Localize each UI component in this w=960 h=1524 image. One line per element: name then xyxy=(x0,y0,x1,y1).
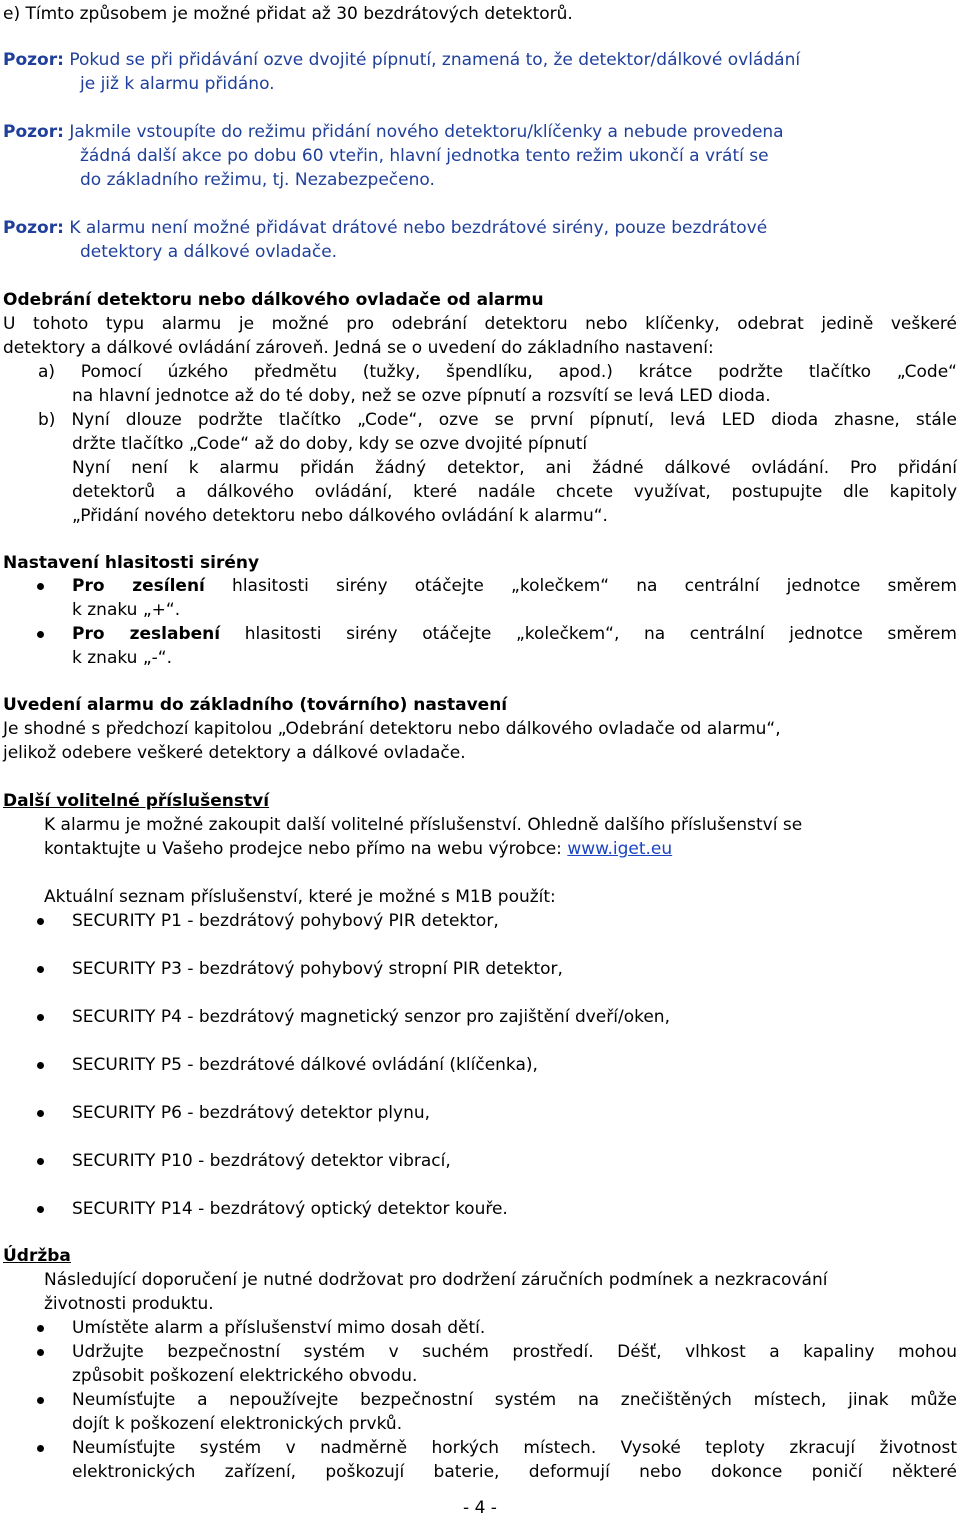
accessory-item: SECURITY P10 - bezdrátový detektor vibrací, xyxy=(72,1151,451,1171)
bullet-icon xyxy=(37,1014,44,1021)
remove-paragraph-line-2: detektory a dálkové ovládání zároveň. Jedná se o uvedení do základního nastavení: xyxy=(3,338,714,358)
volume-increase-text: hlasitosti sirény otáčejte „kolečkem“ na centrální jednotce směrem xyxy=(204,576,957,596)
bullet-icon xyxy=(37,1110,44,1117)
bullet-icon xyxy=(37,966,44,973)
warning-2 xyxy=(3,120,784,144)
warning-1 xyxy=(3,48,800,72)
section-heading-volume: Nastavení hlasitosti sirény xyxy=(3,553,260,573)
section-heading-factory: Uvedení alarmu do základního (továrního) nastavení xyxy=(3,695,508,715)
remove-step-b-line-4: detektorů a dálkového ovládání, které nadále chcete využívat, postupujte dle kapitoly xyxy=(72,482,957,502)
warning-2-line-3: do základního režimu, tj. Nezabezpečeno. xyxy=(80,170,435,190)
accessory-item: SECURITY P1 - bezdrátový pohybový PIR detektor, xyxy=(72,911,499,931)
remove-step-b-line-3: Nyní není k alarmu přidán žádný detektor, ani žádné dálkové ovládání. Pro přidání xyxy=(72,458,957,478)
bullet-icon xyxy=(37,918,44,925)
warning-text: Pokud se při přidávání ozve dvojité pípnutí, znamená to, že detektor/dálkové ovládání xyxy=(69,50,801,70)
volume-decrease-line-2: k znaku „-“. xyxy=(72,648,173,668)
warning-3 xyxy=(3,216,767,240)
warning-label: Pozor: xyxy=(3,218,64,238)
remove-step-b: b) Nyní dlouze podržte tlačítko „Code“, ozve se první pípnutí, levá LED dioda zhasne, stále xyxy=(38,410,957,430)
volume-increase xyxy=(72,574,957,598)
remove-step-b-line-5: „Přidání nového detektoru nebo dálkového ovládání k alarmu“. xyxy=(72,506,608,526)
maintenance-item: Neumísťujte systém v nadměrně horkých místech. Vysoké teploty zkracují životnost xyxy=(72,1438,957,1458)
maintenance-item-line-2: způsobit poškození elektrického obvodu. xyxy=(72,1366,418,1386)
remove-paragraph-line-1: U tohoto typu alarmu je možné pro odebrání detektoru nebo klíčenky, odebrat jedině veškeré xyxy=(3,314,957,334)
remove-step-a: a) Pomocí úzkého předmětu (tužky, špendlíku, apod.) krátce podržte tlačítko „Code“ xyxy=(38,362,957,382)
maintenance-item: Umístěte alarm a příslušenství mimo dosah dětí. xyxy=(72,1318,486,1338)
maintenance-item-line-2: elektronických zařízení, poškozují baterie, deformují nebo dokonce poničí některé xyxy=(72,1462,957,1482)
bullet-icon xyxy=(37,631,44,638)
maintenance-intro-line-2: životnosti produktu. xyxy=(44,1294,214,1314)
bullet-icon xyxy=(37,1206,44,1213)
page-number: - 4 - xyxy=(463,1498,497,1518)
warning-text: K alarmu není možné přidávat drátové nebo bezdrátové sirény, pouze bezdrátové xyxy=(69,218,768,238)
accessory-item: SECURITY P14 - bezdrátový optický detektor kouře. xyxy=(72,1199,508,1219)
accessories-line-2 xyxy=(44,837,672,861)
item-e: e) Tímto způsobem je možné přidat až 30 bezdrátových detektorů. xyxy=(3,4,573,24)
warning-3-line-2: detektory a dálkové ovladače. xyxy=(80,242,338,262)
section-heading-remove: Odebrání detektoru nebo dálkového ovladače od alarmu xyxy=(3,290,544,310)
factory-line-2: jelikož odebere veškeré detektory a dálkové ovladače. xyxy=(3,743,466,763)
bullet-icon xyxy=(37,1062,44,1069)
warning-label: Pozor: xyxy=(3,50,64,70)
warning-text: Jakmile vstoupíte do režimu přidání nového detektoru/klíčenky a nebude provedena xyxy=(69,122,784,142)
manufacturer-link[interactable]: www.iget.eu xyxy=(567,839,673,859)
volume-increase-label: Pro zesílení xyxy=(72,576,205,596)
volume-decrease xyxy=(72,622,957,646)
accessories-line-1: K alarmu je možné zakoupit další volitelné příslušenství. Ohledně dalšího příslušenství se xyxy=(44,815,803,835)
warning-1-line-2: je již k alarmu přidáno. xyxy=(80,74,275,94)
section-heading-accessories: Další volitelné příslušenství xyxy=(3,791,270,811)
remove-step-b-line-2: držte tlačítko „Code“ až do doby, kdy se ozve dvojité pípnutí xyxy=(72,434,588,454)
bullet-icon xyxy=(37,1349,44,1356)
accessory-item: SECURITY P6 - bezdrátový detektor plynu, xyxy=(72,1103,431,1123)
bullet-icon xyxy=(37,1325,44,1332)
bullet-icon xyxy=(37,1445,44,1452)
volume-decrease-label: Pro zeslabení xyxy=(72,624,221,644)
maintenance-intro-line-1: Následující doporučení je nutné dodržovat pro dodržení záručních podmínek a nezkracování xyxy=(44,1270,828,1290)
maintenance-item: Neumísťujte a nepoužívejte bezpečnostní systém na znečištěných místech, jinak může xyxy=(72,1390,957,1410)
bullet-icon xyxy=(37,1158,44,1165)
accessory-item: SECURITY P3 - bezdrátový pohybový stropní PIR detektor, xyxy=(72,959,563,979)
accessories-contact-text: kontaktujte u Vašeho prodejce nebo přímo na webu výrobce: xyxy=(44,839,568,859)
volume-increase-line-2: k znaku „+“. xyxy=(72,600,181,620)
accessories-list-intro: Aktuální seznam příslušenství, které je možné s M1B použít: xyxy=(44,887,556,907)
warning-label: Pozor: xyxy=(3,122,64,142)
remove-step-a-line-2: na hlavní jednotce až do té doby, než se ozve pípnutí a rozsvítí se levá LED dioda. xyxy=(72,386,771,406)
volume-decrease-text: hlasitosti sirény otáčejte „kolečkem“, na centrální jednotce směrem xyxy=(220,624,957,644)
bullet-icon xyxy=(37,1397,44,1404)
accessory-item: SECURITY P4 - bezdrátový magnetický senzor pro zajištění dveří/oken, xyxy=(72,1007,670,1027)
warning-2-line-2: žádná další akce po dobu 60 vteřin, hlavní jednotka tento režim ukončí a vrátí se xyxy=(80,146,769,166)
maintenance-item: Udržujte bezpečnostní systém v suchém prostředí. Déšť, vlhkost a kapaliny mohou xyxy=(72,1342,957,1362)
maintenance-item-line-2: dojít k poškození elektronických prvků. xyxy=(72,1414,403,1434)
bullet-icon xyxy=(37,583,44,590)
factory-line-1: Je shodné s předchozí kapitolou „Odebrání detektoru nebo dálkového ovladače od alarmu“, xyxy=(3,719,781,739)
section-heading-maintenance: Údržba xyxy=(3,1246,71,1266)
accessory-item: SECURITY P5 - bezdrátové dálkové ovládání (klíčenka), xyxy=(72,1055,538,1075)
